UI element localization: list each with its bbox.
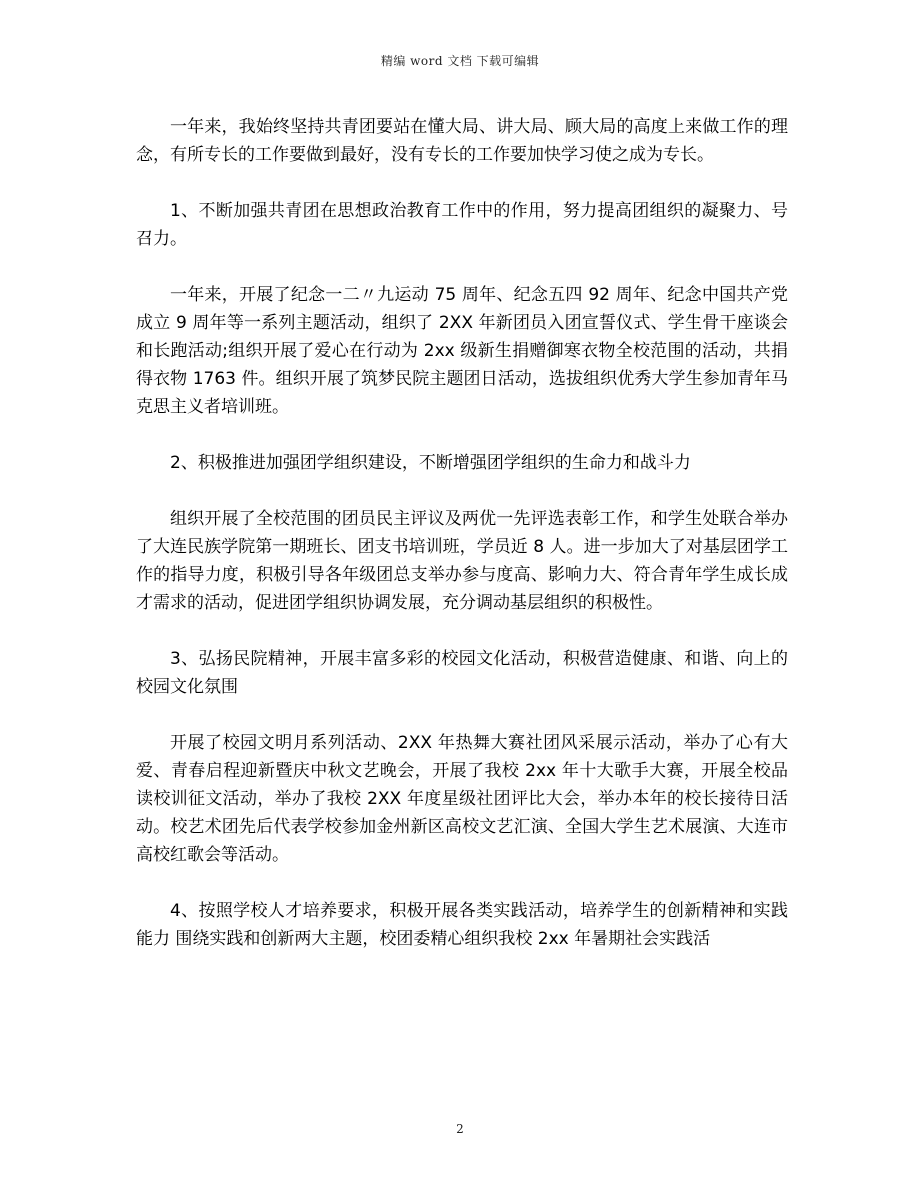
document-body bbox=[136, 113, 788, 953]
paragraph-heading-1: 1、不断加强共青团在思想政治教育工作中的作用，努力提高团组织的凝聚力、号召力。 bbox=[136, 201, 788, 249]
page-number: 2 bbox=[456, 1122, 464, 1136]
paragraph-intro: 一年来，我始终坚持共青团要站在懂大局、讲大局、顾大局的高度上来做工作的理念，有所专长的工作要做到最好，没有专长的工作要加快学习使之成为专长。 bbox=[136, 117, 788, 165]
paragraph-heading-2: 2、积极推进加强团学组织建设，不断增强团学组织的生命力和战斗力 bbox=[170, 453, 691, 473]
paragraph-body-1: 一年来，开展了纪念一二〃九运动 75 周年、纪念五四 92 周年、纪念中国共产党成立 9 周年等一系列主题活动，组织了 2XX 年新团员入团宣誓仪式、学生骨干座谈会和长跑活动;组织开展了爱心在行动为 2xx 级新生捐赠御寒衣物全校范围的活动，共捐得衣物 1763 件。组织开展了筑梦民院主题团日活动，选拔组织优秀大学生参加青年马克思主义者培训班。 bbox=[136, 285, 788, 417]
paragraph-body-3: 开展了校园文明月系列活动、2XX 年热舞大赛社团风采展示活动，举办了心有大爱、青春启程迎新暨庆中秋文艺晚会，开展了我校 2xx 年十大歌手大赛，开展全校品读校训征文活动，举办了我校 2XX 年度星级社团评比大会，举办本年的校长接待日活动。校艺术团先后代表学校参加金州新区高校文艺汇演、全国大学生艺术展演、大连市高校红歌会等活动。 bbox=[136, 733, 788, 865]
paragraph-heading-4: 4、按照学校人才培养要求，积极开展各类实践活动，培养学生的创新精神和实践能力 围绕实践和创新两大主题，校团委精心组织我校 2xx 年暑期社会实践活 bbox=[136, 901, 788, 949]
page-header: 精编 word 文档 下载可编辑 bbox=[380, 54, 540, 68]
paragraph-heading-3: 3、弘扬民院精神，开展丰富多彩的校园文化活动，积极营造健康、和谐、向上的校园文化氛围 bbox=[136, 649, 788, 697]
paragraph-body-2: 组织开展了全校范围的团员民主评议及两优一先评选表彰工作，和学生处联合举办了大连民族学院第一期班长、团支书培训班，学员近 8 人。进一步加大了对基层团学工作的指导力度，积极引导各年级团总支举办参与度高、影响力大、符合青年学生成长成才需求的活动，促进团学组织协调发展，充分调动基层组织的积极性。 bbox=[136, 509, 788, 613]
